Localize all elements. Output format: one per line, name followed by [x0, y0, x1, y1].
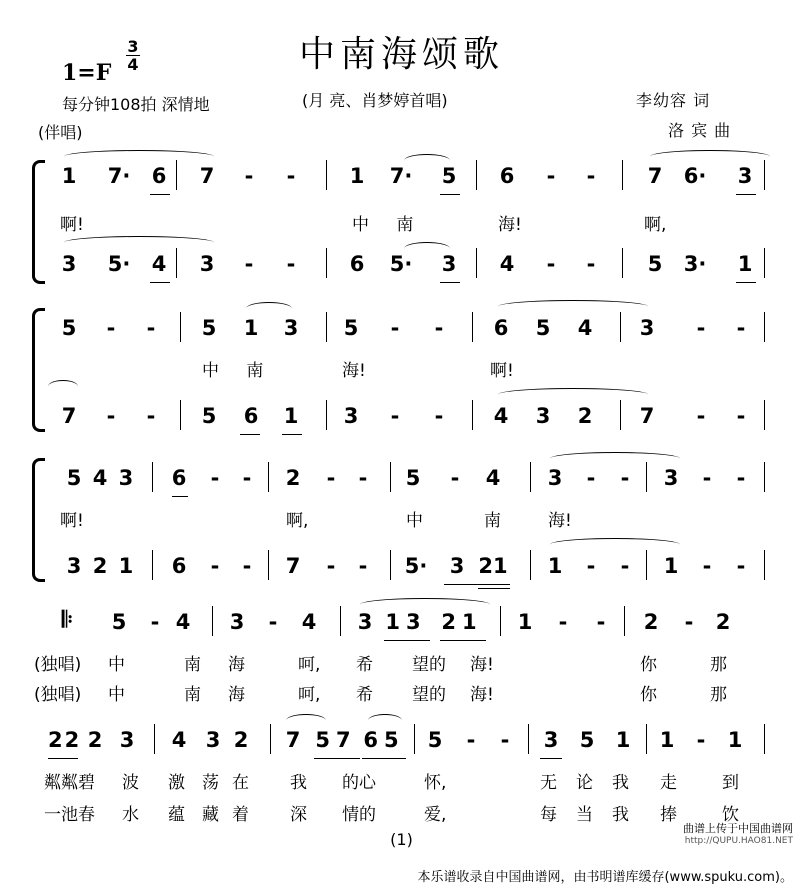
note: 6 — [151, 164, 167, 188]
note: 6· — [683, 164, 707, 188]
note: - — [268, 610, 278, 634]
barline — [152, 462, 153, 492]
note: 2 — [285, 466, 301, 490]
note: 4 — [301, 610, 317, 634]
barline — [154, 724, 155, 754]
lyric: 藏 — [202, 805, 219, 825]
source-note: 本乐谱收录自中国曲谱网，由书明谱库缓存(www.spuku.com)。 — [417, 870, 793, 885]
slur — [404, 242, 450, 255]
note: - — [558, 610, 568, 634]
note: 2 — [233, 728, 249, 752]
note: - — [596, 610, 606, 634]
note: 5· — [404, 554, 428, 578]
note: - — [244, 164, 254, 188]
note: 1 — [663, 554, 679, 578]
note: 3 2 1 — [66, 554, 134, 578]
lyric: 海! — [342, 361, 366, 381]
note: 2 — [715, 610, 731, 634]
barline — [476, 248, 477, 278]
lyric: 着 — [232, 805, 249, 825]
underline-mark — [540, 758, 562, 759]
lyric: 海 — [228, 685, 245, 705]
underline-mark — [282, 434, 302, 435]
lyric: 当 — [576, 805, 593, 825]
note: - — [546, 164, 556, 188]
note: 1 — [547, 554, 563, 578]
slur — [498, 300, 648, 313]
note: - — [586, 252, 596, 276]
lyric: 激 — [168, 773, 185, 793]
slur — [360, 598, 490, 611]
lyric: 呵, — [298, 655, 321, 675]
lyric: 饮 — [722, 805, 739, 825]
lyric: 希 — [356, 655, 373, 675]
note: 3 — [543, 728, 559, 752]
slur — [64, 150, 214, 163]
note: 7· — [107, 164, 131, 188]
underline-mark — [384, 640, 430, 641]
underline-mark — [48, 758, 78, 759]
barline — [622, 160, 623, 190]
upload-note: 曲谱上传于中国曲谱网 — [683, 822, 793, 835]
barline — [646, 550, 647, 580]
note: 22 — [48, 728, 82, 752]
barline — [528, 724, 529, 754]
note: - — [736, 316, 746, 340]
note: - — [358, 554, 368, 578]
song-title: 中南海颂歌 — [298, 34, 504, 75]
note: 5 — [61, 316, 77, 340]
barline — [530, 550, 531, 580]
lyric: 南 — [184, 685, 201, 705]
barline — [176, 160, 177, 190]
accompaniment-label: (伴唱) — [38, 123, 83, 142]
slur — [286, 714, 326, 727]
lyric: 在 — [232, 773, 249, 793]
note: - — [210, 466, 220, 490]
note: 65 — [363, 728, 405, 752]
barline — [390, 462, 391, 492]
slur — [368, 714, 402, 727]
note: - — [736, 404, 746, 428]
repeat-sign: 𝄆 — [62, 608, 73, 633]
note: - — [242, 466, 252, 490]
note: 7 — [285, 728, 301, 752]
note: 5· — [107, 252, 131, 276]
note: 7 — [285, 554, 301, 578]
slur — [650, 150, 770, 163]
slur — [550, 452, 680, 465]
note: 7 — [647, 164, 663, 188]
lyric: 我 — [290, 773, 307, 793]
barline — [180, 312, 181, 342]
lyric: 海 — [228, 655, 245, 675]
note: 6 — [243, 404, 259, 428]
barline — [472, 312, 473, 342]
note: - — [450, 466, 460, 490]
note: 3 — [449, 554, 465, 578]
barline — [764, 312, 765, 342]
solo-label: (独唱) — [34, 685, 82, 705]
barline — [764, 550, 765, 580]
note: 3 — [343, 404, 359, 428]
note: 7 — [199, 164, 215, 188]
underline-mark — [444, 584, 510, 585]
composer-credit: 洛 宾 曲 — [668, 121, 732, 140]
note: 3 — [199, 252, 215, 276]
lyric: 捧 — [660, 805, 677, 825]
note: - — [434, 316, 444, 340]
note: 3 — [61, 252, 77, 276]
note: - — [586, 554, 596, 578]
lyric: 希 — [356, 685, 373, 705]
note: 21 — [478, 554, 508, 578]
note: 3 — [663, 466, 679, 490]
barline — [326, 400, 327, 430]
note: 1 — [517, 610, 533, 634]
note: 1 — [61, 164, 77, 188]
upper-voice — [0, 164, 803, 194]
lyric: 荡 — [202, 773, 219, 793]
note: 7 — [639, 404, 655, 428]
barline — [326, 160, 327, 190]
note: 3 — [205, 728, 221, 752]
note: 6 — [171, 554, 187, 578]
lyric: 海! — [470, 685, 494, 705]
note: 1 — [349, 164, 365, 188]
note: - — [620, 466, 630, 490]
note: 5 — [579, 728, 595, 752]
note: 1 — [659, 728, 675, 752]
note: 5· — [389, 252, 413, 276]
note: 7· — [389, 164, 413, 188]
barline — [390, 550, 391, 580]
lyric: 到 — [722, 773, 739, 793]
lyric: 啊! — [60, 215, 84, 235]
note: 2 — [577, 404, 593, 428]
note: 3 — [639, 316, 655, 340]
note: - — [106, 404, 116, 428]
underline-mark — [150, 194, 170, 195]
lyric: 南 — [184, 655, 201, 675]
slur — [246, 302, 292, 315]
time-bottom: 4 — [127, 55, 139, 74]
underline-mark — [736, 194, 756, 195]
note: - — [326, 554, 336, 578]
barline — [476, 160, 477, 190]
underline-mark — [150, 282, 170, 283]
upload-watermark — [683, 822, 793, 848]
note: 4 — [171, 728, 187, 752]
lyric: 蕴 — [168, 805, 185, 825]
note: 5 — [405, 466, 421, 490]
lyric: 啊! — [490, 361, 514, 381]
note: 2 — [643, 610, 659, 634]
note: - — [150, 610, 160, 634]
note: 2 — [87, 728, 103, 752]
lyric: 海! — [498, 215, 522, 235]
note: 5 — [343, 316, 359, 340]
slur — [404, 154, 450, 167]
lyric: 爱, — [424, 805, 447, 825]
slur — [498, 388, 648, 401]
note: 3· — [683, 252, 707, 276]
note: 3 — [535, 404, 551, 428]
lyric: 那 — [710, 655, 727, 675]
note: - — [736, 466, 746, 490]
barline — [622, 248, 623, 278]
note: - — [242, 554, 252, 578]
melody — [0, 728, 803, 758]
note: 7 — [61, 404, 77, 428]
note: 5 — [111, 610, 127, 634]
lyric: 怀, — [424, 773, 447, 793]
note: - — [586, 466, 596, 490]
note: - — [146, 316, 156, 340]
lyric: 我 — [612, 805, 629, 825]
barline — [268, 462, 269, 492]
lyric: 你 — [640, 685, 657, 705]
note: 1 — [615, 728, 631, 752]
note: 13 — [385, 610, 427, 634]
note: - — [466, 728, 476, 752]
barline — [268, 550, 269, 580]
lyric: 望的 — [412, 685, 446, 705]
barline — [212, 606, 213, 636]
note: 5 — [647, 252, 663, 276]
note: - — [702, 554, 712, 578]
note: 5 — [427, 728, 443, 752]
note: - — [702, 466, 712, 490]
note: 3 — [119, 728, 135, 752]
lyric: 中 — [108, 685, 125, 705]
lyric: 中 — [406, 511, 423, 531]
barline — [180, 400, 181, 430]
note: 6 — [493, 316, 509, 340]
note: 4 — [577, 316, 593, 340]
lyric: 你 — [640, 655, 657, 675]
note: 4 — [493, 404, 509, 428]
underline-mark — [314, 758, 360, 759]
note: - — [434, 404, 444, 428]
note: 3 — [547, 466, 563, 490]
lyric: 的心 — [342, 773, 376, 793]
upper-voice — [0, 466, 803, 496]
barline — [764, 248, 765, 278]
slur — [64, 236, 214, 249]
page-number: (1) — [390, 830, 413, 849]
note: 21 — [441, 610, 483, 634]
note: - — [390, 404, 400, 428]
note: 1 — [727, 728, 743, 752]
note: 5 4 3 — [66, 466, 134, 490]
barline — [472, 400, 473, 430]
note: 3 — [229, 610, 245, 634]
note: 4 — [151, 252, 167, 276]
lower-voice — [0, 252, 803, 282]
barline — [620, 312, 621, 342]
note: - — [358, 466, 368, 490]
lyric: 啊! — [60, 511, 84, 531]
lyric: 南 — [484, 511, 501, 531]
note: - — [146, 404, 156, 428]
lyric: 每 — [540, 805, 557, 825]
note: 3 — [357, 610, 373, 634]
underline-mark — [172, 496, 188, 497]
slur — [48, 380, 78, 393]
underline-mark — [478, 588, 510, 589]
note: 5 — [441, 164, 457, 188]
underline-mark — [240, 434, 260, 435]
barline — [270, 724, 271, 754]
lyric: 那 — [710, 685, 727, 705]
underline-mark — [440, 194, 460, 195]
note: 6 — [349, 252, 365, 276]
underline-mark — [736, 282, 756, 283]
note: 6 — [499, 164, 515, 188]
barline — [326, 312, 327, 342]
note: 3 — [441, 252, 457, 276]
note: - — [106, 316, 116, 340]
note: 3 — [737, 164, 753, 188]
lyric: 我 — [612, 773, 629, 793]
barline — [530, 462, 531, 492]
tempo-marking: 每分钟108拍 深情地 — [62, 95, 210, 114]
note: 3 — [283, 316, 299, 340]
lower-voice — [0, 554, 803, 584]
lyric: 无 — [540, 773, 557, 793]
lyric: 呵, — [298, 685, 321, 705]
barline — [764, 462, 765, 492]
time-signature — [126, 38, 140, 73]
note: 57 — [315, 728, 357, 752]
note: 4 — [499, 252, 515, 276]
lyric: 粼粼碧 — [44, 773, 95, 793]
time-top: 3 — [127, 37, 139, 56]
lyric: 海! — [548, 511, 572, 531]
barline — [176, 248, 177, 278]
note: - — [286, 164, 296, 188]
barline — [646, 462, 647, 492]
underline-mark — [440, 640, 486, 641]
lyric: 波 — [122, 773, 139, 793]
note: 1 — [283, 404, 299, 428]
barline — [414, 724, 415, 754]
note: 6 — [171, 466, 187, 490]
note: - — [286, 252, 296, 276]
barline — [500, 606, 501, 636]
key-signature: 1=F — [62, 60, 112, 86]
lyric: 中 — [108, 655, 125, 675]
note: - — [696, 316, 706, 340]
note: 1 — [243, 316, 259, 340]
lyric: 论 — [576, 773, 593, 793]
note: - — [326, 466, 336, 490]
note: 4 — [175, 610, 191, 634]
solo-label: (独唱) — [34, 655, 82, 675]
note: - — [684, 610, 694, 634]
note: - — [210, 554, 220, 578]
note: - — [736, 554, 746, 578]
barline — [764, 400, 765, 430]
lyricist-credit: 李幼容 词 — [636, 91, 711, 110]
note: - — [620, 554, 630, 578]
melody — [0, 610, 803, 640]
lyric: 中 南 — [202, 361, 264, 381]
lyric: 海! — [470, 655, 494, 675]
barline — [764, 160, 765, 190]
slur — [550, 538, 680, 551]
lyric: 情的 — [342, 805, 376, 825]
lyric: 走 — [660, 773, 677, 793]
barline — [152, 550, 153, 580]
underline-mark — [362, 758, 406, 759]
barline — [646, 724, 647, 754]
note: 1 — [737, 252, 753, 276]
note: - — [244, 252, 254, 276]
lyric: 深 — [290, 805, 307, 825]
barline — [326, 248, 327, 278]
barline — [620, 400, 621, 430]
lyric: 啊, — [644, 215, 667, 235]
note: 5 — [201, 316, 217, 340]
barline — [340, 606, 341, 636]
lyric: 望的 — [412, 655, 446, 675]
lyric: 水 — [122, 805, 139, 825]
note: - — [546, 252, 556, 276]
barline — [624, 606, 625, 636]
barline — [764, 724, 765, 754]
note: - — [586, 164, 596, 188]
lyric: 一池春 — [44, 805, 95, 825]
underline-mark — [440, 282, 460, 283]
singers-credit: (月 亮、肖梦婷首唱) — [302, 91, 448, 110]
note: - — [390, 316, 400, 340]
lower-voice — [0, 404, 803, 434]
lyric: 中 南 — [352, 215, 414, 235]
lyric: 啊, — [286, 511, 309, 531]
note: 4 — [485, 466, 501, 490]
note: - — [696, 728, 706, 752]
upload-url: http://QUPU.HAO81.NET — [684, 836, 793, 846]
note: 5 — [535, 316, 551, 340]
note: - — [696, 404, 706, 428]
note: 5 — [201, 404, 217, 428]
upper-voice — [0, 316, 803, 346]
note: - — [500, 728, 510, 752]
